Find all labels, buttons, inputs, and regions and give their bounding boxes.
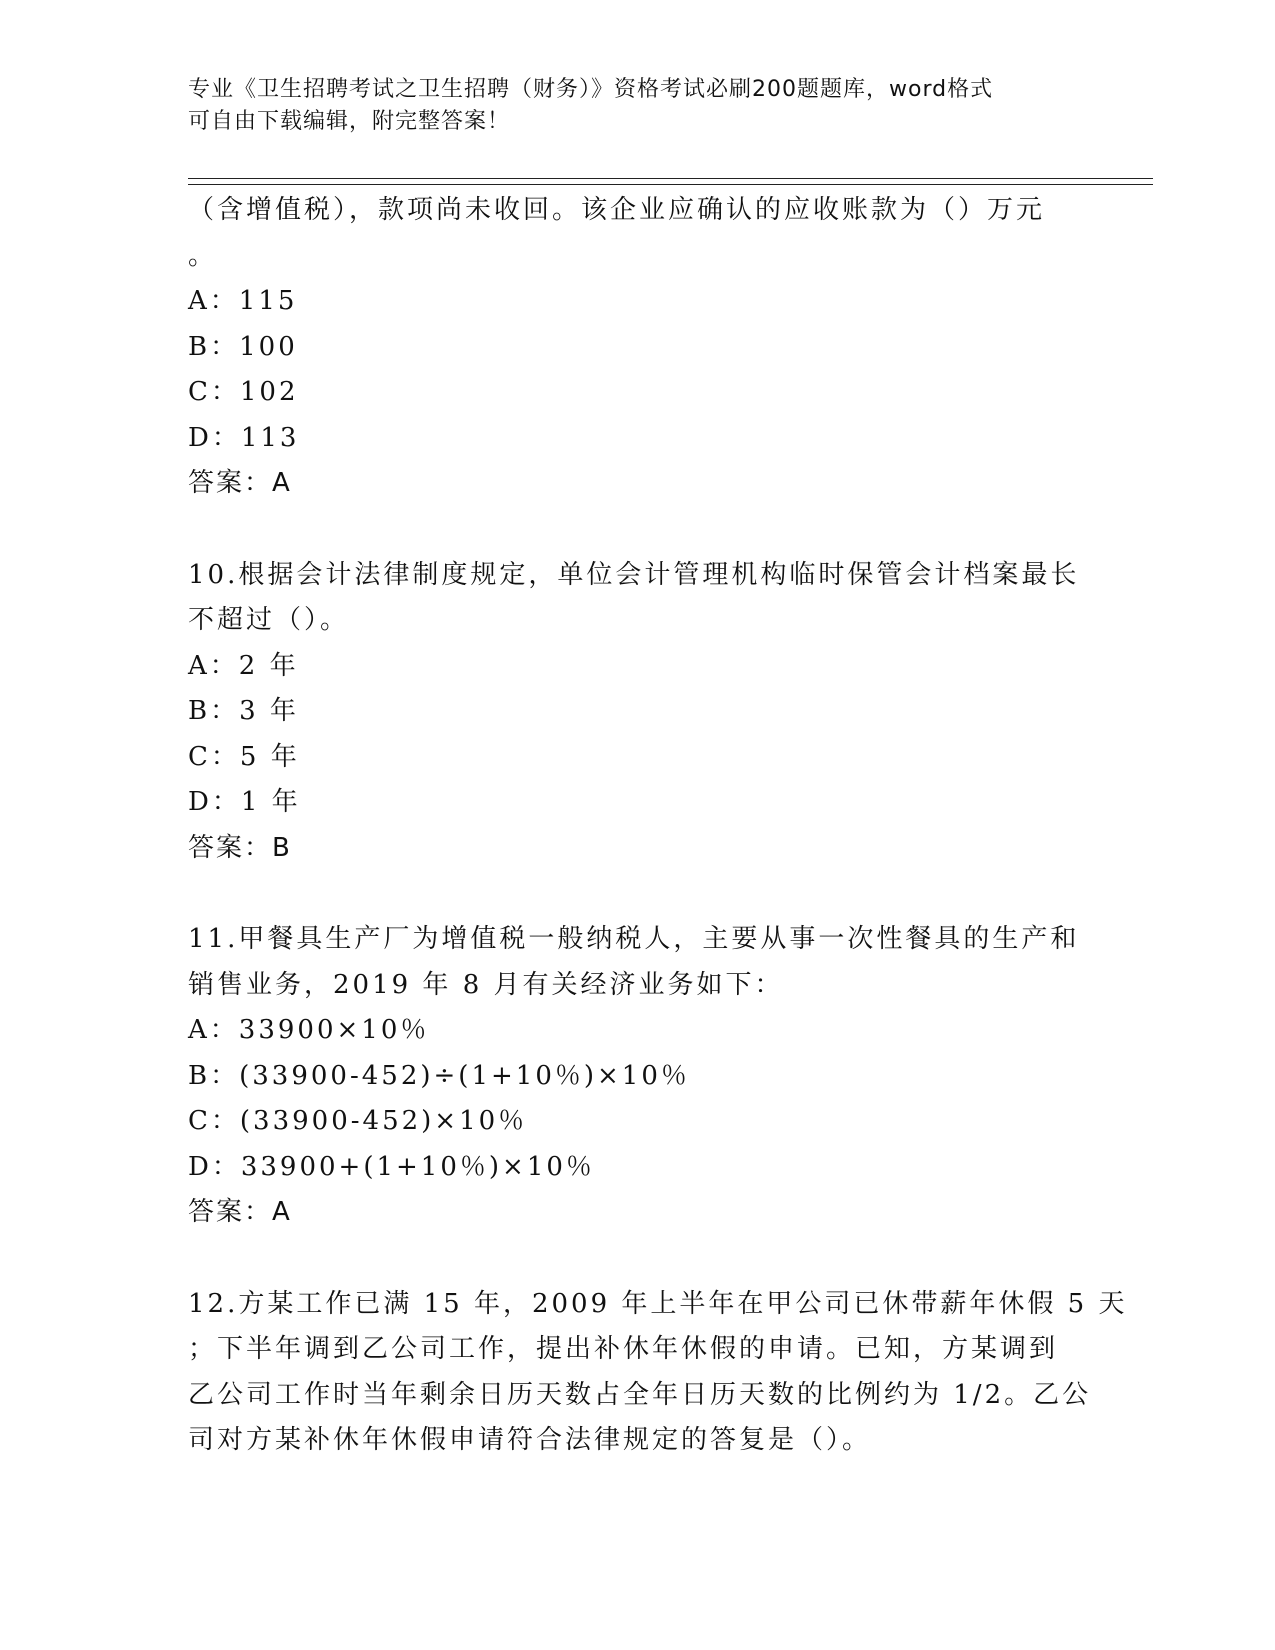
question-text-line: 不超过（）。	[188, 605, 350, 635]
option-c: C：5 年	[188, 741, 300, 772]
option-b: B：100	[188, 331, 298, 362]
option-c: C：102	[188, 377, 299, 407]
option-a: A：33900×10％	[188, 1015, 430, 1045]
header-divider-top	[188, 178, 1153, 179]
question-text-line: 。	[188, 240, 218, 271]
document-body	[188, 188, 1128, 1464]
question-text-line: 10.根据会计法律制度规定，单位会计管理机构临时保管会计档案最长	[188, 559, 1080, 590]
option-a: A：115	[188, 286, 298, 316]
option-d: D：33900+(1+10％)×10％	[188, 1151, 595, 1182]
question-text-line: 销售业务，2019 年 8 月有关经济业务如下：	[188, 969, 784, 1000]
question-12	[188, 1282, 1128, 1464]
question-10	[188, 553, 1088, 872]
question-continued	[188, 188, 1088, 507]
answer-line: 答案：A	[188, 1197, 292, 1227]
question-text-line: 司对方某补休年休假申请符合法律规定的答复是（）。	[188, 1425, 872, 1455]
option-d: D：113	[188, 422, 300, 453]
question-text-line: 乙公司工作时当年剩余日历天数占全年日历天数的比例约为 1/2。乙公	[188, 1379, 1092, 1410]
header-divider-bottom	[188, 184, 1153, 185]
question-11	[188, 917, 1088, 1236]
answer-line: 答案：B	[188, 832, 292, 863]
question-text-line: ；下半年调到乙公司工作，提出补休年休假的申请。已知，方某调到	[188, 1334, 1059, 1364]
question-text-line: （含增值税），款项尚未收回。该企业应确认的应收账款为（）万元	[188, 195, 1046, 225]
option-a: A：2 年	[188, 650, 299, 681]
answer-line: 答案：A	[188, 468, 292, 498]
option-b: B：3 年	[188, 696, 299, 726]
question-text-line: 12.方某工作已满 15 年，2009 年上半年在甲公司已休带薪年休假 5 天	[188, 1288, 1128, 1319]
header-line-1: 专业《卫生招聘考试之卫生招聘（财务）》资格考试必刷200题题库，word格式	[188, 77, 994, 102]
document-header	[188, 74, 1068, 138]
option-b: B：(33900-452)÷(1+10％)×10％	[188, 1060, 690, 1091]
option-c: C：(33900-452)×10％	[188, 1106, 528, 1136]
header-line-2: 可自由下载编辑，附完整答案！	[188, 109, 511, 134]
option-d: D：1 年	[188, 787, 301, 817]
question-text-line: 11.甲餐具生产厂为增值税一般纳税人，主要从事一次性餐具的生产和	[188, 924, 1080, 954]
